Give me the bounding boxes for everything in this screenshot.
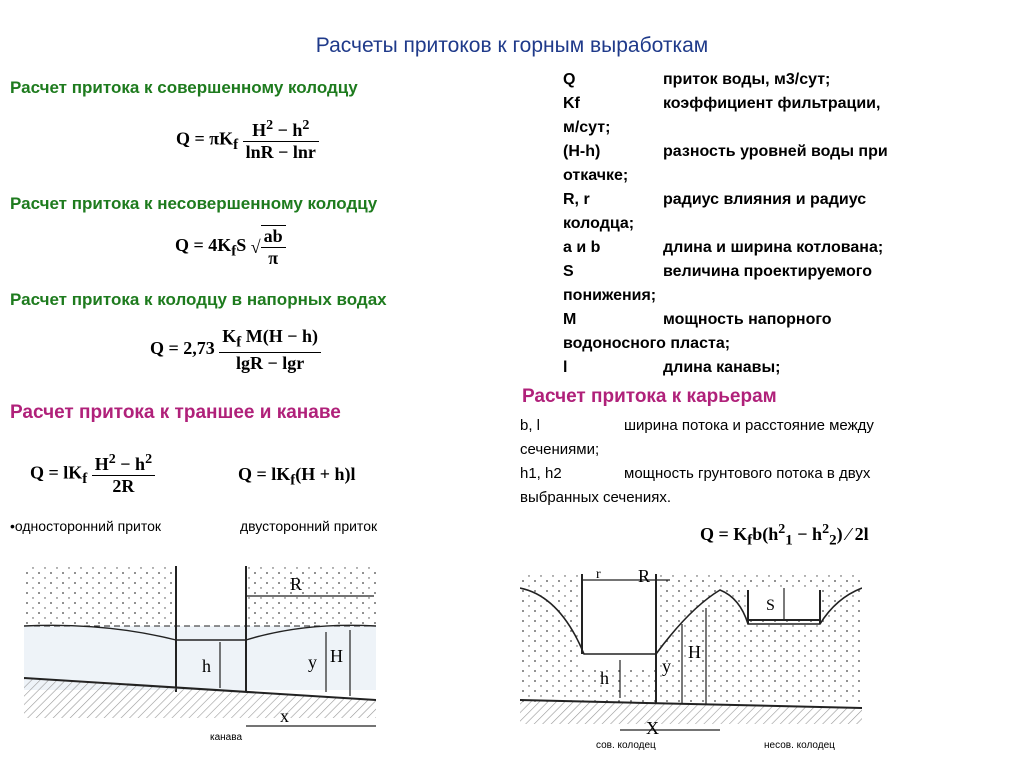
heading-perfect-well: Расчет притока к совершенному колодцу <box>10 78 358 97</box>
glossary-row: Q приток воды, м3/сут; <box>563 71 831 88</box>
caption-trench: канава <box>210 732 243 743</box>
glossary-row: понижения; <box>563 287 657 304</box>
note-two-sided: двусторонний приток <box>240 518 378 534</box>
glossary-row: b, l ширина потока и расстояние между <box>520 417 874 434</box>
glossary-row: откачке; <box>563 167 629 184</box>
page-title: Расчеты притоков к горным выработкам <box>315 34 709 57</box>
label-x: x <box>280 706 289 726</box>
caption-perfect-well: сов. колодец <box>596 740 656 751</box>
label-y: y <box>308 652 317 672</box>
glossary-row: колодца; <box>563 215 635 232</box>
label-S: S <box>766 597 775 614</box>
caption-imperfect-well: несов. колодец <box>764 740 835 751</box>
formula-perfect-well: $Q = \pi K_f$ $\frac{H^2 - h^2}{\ln R - \ln r}$ <box>176 118 319 163</box>
glossary-row: S величина проектируемого <box>563 263 873 280</box>
label-h: h <box>600 668 609 688</box>
heading-trench: Расчет притока к траншее и канаве <box>10 402 341 423</box>
glossary-row: (H-h) разность уровней воды при <box>563 143 888 160</box>
label-H: H <box>688 642 701 662</box>
formula-trench-two-sided: $Q = lK_f(H + h)l$ <box>238 464 356 489</box>
wells-diagram <box>520 568 862 760</box>
heading-imperfect-well: Расчет притока к несовершенному колодцу <box>10 194 378 213</box>
glossary <box>563 68 983 380</box>
glossary-row: водоносного пласта; <box>563 335 731 352</box>
glossary-row: a и b длина и ширина котлована; <box>563 239 884 256</box>
formula-pressure-well: Q = 2,73 $\frac{K_f M(H - h)}{\lg R - \lg r}$ <box>150 326 321 374</box>
formula-quarry: $Q = K_fb(h^2_1 - h^2_2)$ ⁄ 2l <box>700 522 869 549</box>
quarry-glossary <box>520 414 980 510</box>
formula-imperfect-well: $Q = 4K_fS$ √ $\frac{ab}{\pi}$ <box>175 225 286 269</box>
label-r: r <box>596 568 601 582</box>
label-R: R <box>638 568 651 586</box>
glossary-row: м/сут; <box>563 119 611 136</box>
label-R: R <box>290 574 303 594</box>
glossary-row: l длина канавы; <box>563 359 781 376</box>
glossary-row: M мощность напорного <box>563 311 832 328</box>
label-y: y <box>662 656 671 676</box>
heading-quarry: Расчет притока к карьерам <box>522 386 777 407</box>
glossary-row: R, r радиус влияния и радиус <box>563 191 867 208</box>
note-one-sided: •односторонний приток <box>10 518 162 534</box>
label-h: h <box>202 656 211 676</box>
label-X: X <box>646 718 659 738</box>
trench-diagram <box>24 560 376 760</box>
glossary-row: Kf коэффициент фильтрации, <box>563 95 881 112</box>
formula-trench-one-sided: $Q = lK_f$ $\frac{H^2 - h^2}{2R}$ <box>30 452 155 497</box>
glossary-row: h1, h2 мощность грунтового потока в двух <box>520 465 871 482</box>
label-H: H <box>330 646 343 666</box>
heading-pressure-well: Расчет притока к колодцу в напорных водах <box>10 290 387 309</box>
glossary-row: выбранных сечениях. <box>520 489 671 506</box>
glossary-row: сечениями; <box>520 441 600 458</box>
